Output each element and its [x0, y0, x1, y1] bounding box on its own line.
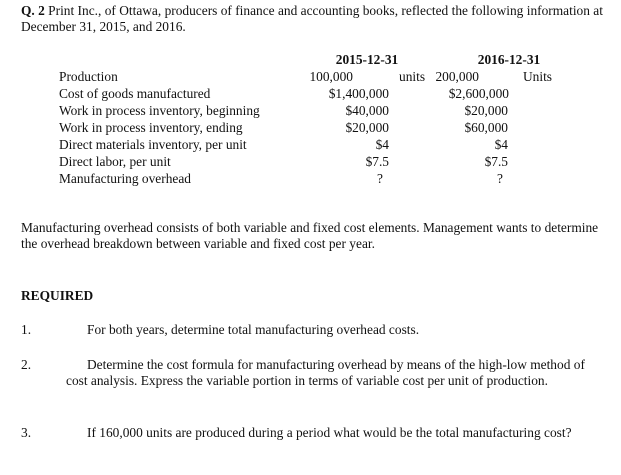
value-2016: $2,600,000: [448, 86, 509, 101]
item-text: For both years, determine total manufacturing overhead costs.: [87, 322, 420, 337]
table-row: [59, 86, 579, 102]
table-row: [59, 120, 579, 136]
question-number: Q. 2: [21, 3, 45, 18]
item-text: If 160,000 units are produced during a period what would be the total manufacturing cost?: [87, 425, 572, 440]
row-label: Direct materials inventory, per unit: [59, 137, 247, 152]
row-label: Cost of goods manufactured: [59, 86, 211, 101]
unit-2016: Units: [523, 69, 553, 84]
row-label: Work in process inventory, ending: [59, 120, 243, 135]
item-text: Determine the cost formula for manufacturing overhead by means of the high-low method of cost analysis. Express the variable portion in terms of variable cost per unit of production.: [66, 357, 585, 388]
value-2016: ?: [497, 171, 503, 186]
unit-2015: units: [399, 69, 426, 84]
value-2016: $7.5: [484, 154, 508, 169]
table-row: [59, 137, 579, 153]
column-header-2016: 2016-12-31: [477, 52, 541, 67]
required-heading: REQUIRED: [21, 288, 94, 303]
value-2015: $7.5: [365, 154, 389, 169]
row-label: Manufacturing overhead: [59, 171, 191, 186]
row-label: Work in process inventory, beginning: [59, 103, 260, 118]
value-2016: 200,000: [435, 69, 479, 84]
column-header-2015: 2015-12-31: [335, 52, 399, 67]
value-2015: $20,000: [345, 120, 389, 135]
data-table: [59, 52, 579, 192]
value-2016: $4: [494, 137, 508, 152]
value-2015: $40,000: [345, 103, 389, 118]
row-label: Direct labor, per unit: [59, 154, 171, 169]
overhead-paragraph: Manufacturing overhead consists of both variable and fixed cost elements. Management wants to determine the overhead breakdown between variable and fixed cost per year.: [21, 220, 599, 251]
value-2015: $4: [375, 137, 389, 152]
row-label: Production: [59, 69, 118, 84]
value-2015: ?: [377, 171, 383, 186]
item-number: 2.: [21, 357, 32, 372]
question-intro-text: Print Inc., of Ottawa, producers of finance and accounting books, reflected the following information at December 31, 2015, and 2016.: [21, 3, 603, 34]
table-row: [59, 103, 579, 119]
table-row: [59, 69, 579, 85]
value-2015: 100,000: [309, 69, 353, 84]
value-2016: $60,000: [464, 120, 508, 135]
item-number: 3.: [21, 425, 32, 440]
value-2016: $20,000: [464, 103, 508, 118]
table-row: [59, 154, 579, 170]
question-intro: [21, 3, 611, 35]
value-2015: $1,400,000: [328, 86, 389, 101]
table-row: [59, 171, 579, 187]
item-number: 1.: [21, 322, 32, 337]
